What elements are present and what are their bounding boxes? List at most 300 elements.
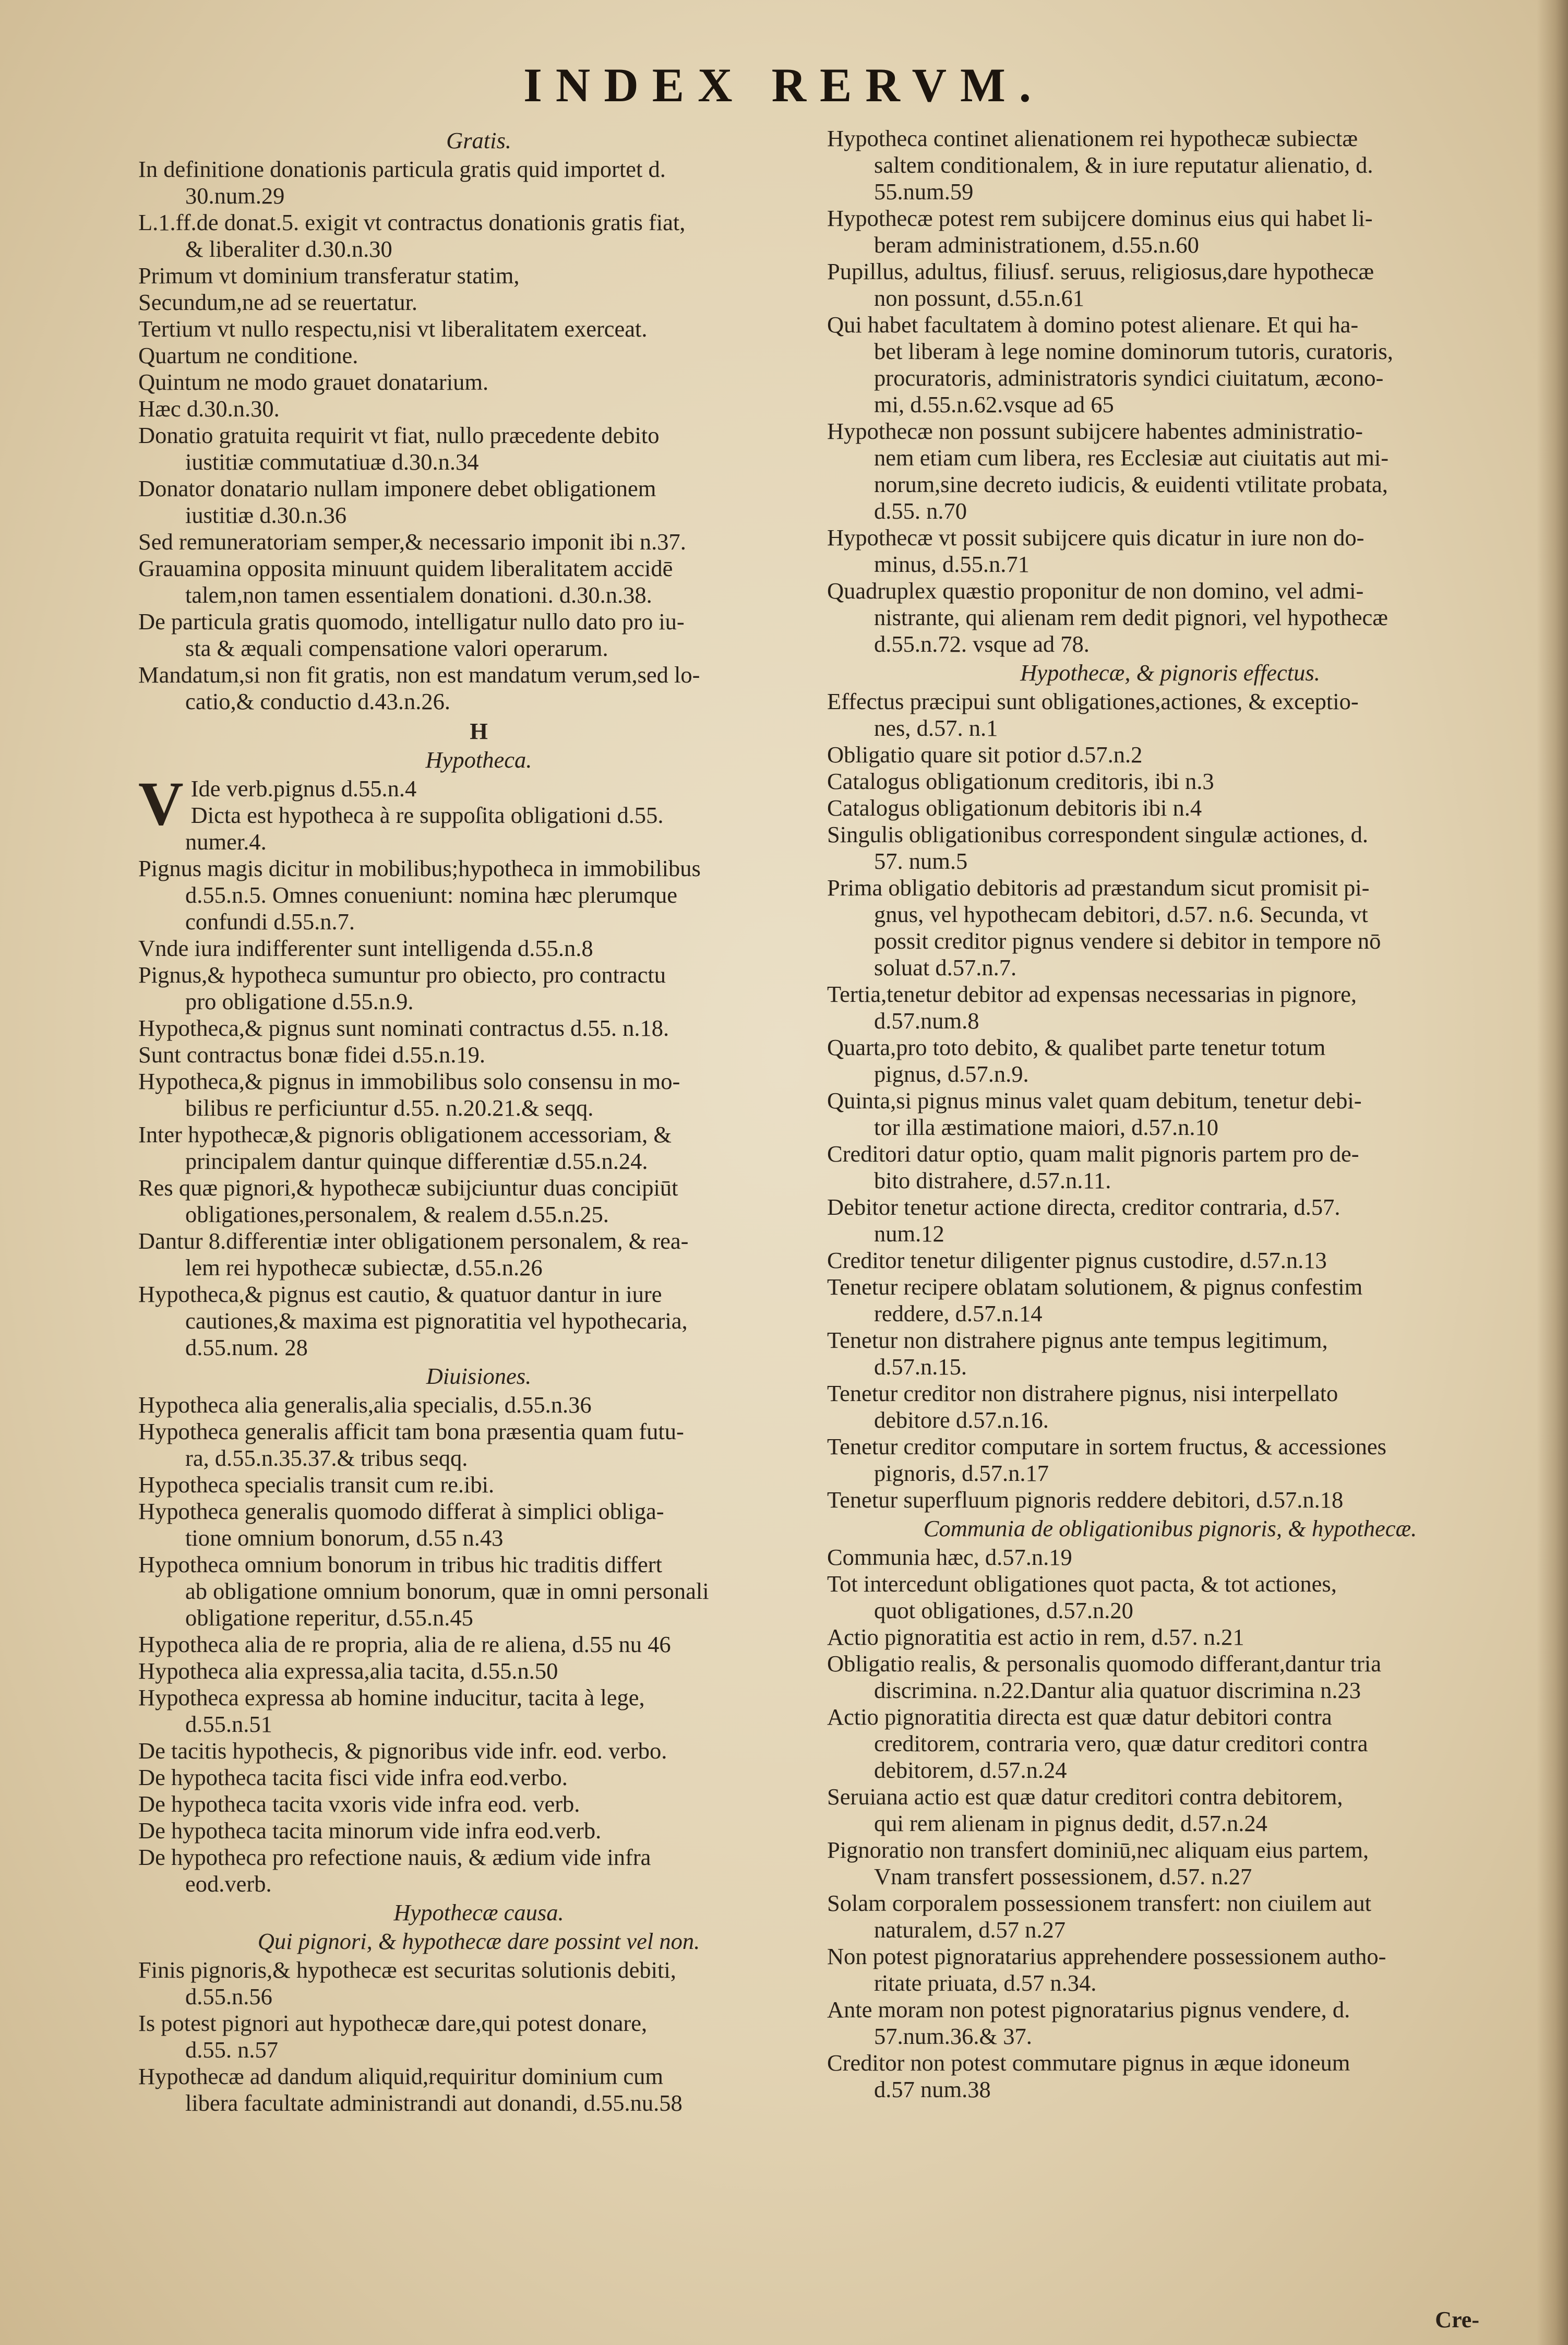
index-entry <box>827 1943 1513 1970</box>
index-entry-continuation <box>138 1871 819 1897</box>
entry-text: principalem dantur quinque differentiæ d.55.n.24. <box>185 1148 648 1174</box>
entry-text: Pignoratio non transfert dominiū,nec aliquam eius partem, <box>827 1837 1369 1863</box>
entry-text: Non potest pignoratarius apprehendere possessionem autho- <box>827 1943 1386 1969</box>
index-entry-continuation <box>138 882 819 908</box>
entry-text: In definitione donationis particula gratis quid importet d. <box>138 156 666 182</box>
section-heading <box>138 1899 819 1926</box>
entry-text: d.57.n.15. <box>874 1354 967 1380</box>
entry-text: bito distrahere, d.57.n.11. <box>874 1167 1111 1193</box>
entry-text: d.57 num.38 <box>874 2076 991 2102</box>
index-entry <box>827 981 1513 1008</box>
entry-text: discrimina. n.22.Dantur alia quatuor discrimina n.23 <box>874 1677 1361 1703</box>
entry-text: obligationes,personalem, & realem d.55.n.25. <box>185 1201 609 1227</box>
index-entry-continuation <box>138 1711 819 1738</box>
index-entry-continuation <box>827 2023 1513 2050</box>
entry-text: Actio pignoratitia directa est quæ datur debitori contra <box>827 1704 1332 1730</box>
entry-text: non possunt, d.55.n.61 <box>874 285 1084 311</box>
entry-text: nes, d.57. n.1 <box>874 715 998 741</box>
entry-text: Hypothecæ ad dandum aliquid,requiritur dominium cum <box>138 2063 664 2089</box>
entry-text: Seruiana actio est quæ datur creditori contra debitorem, <box>827 1784 1343 1810</box>
entry-text: gnus, vel hypothecam debitori, d.57. n.6. Secunda, vt <box>874 901 1368 927</box>
index-entry <box>138 529 819 555</box>
index-entry-continuation <box>827 1300 1513 1327</box>
index-entry <box>138 1015 819 1042</box>
entry-text: Hypotheca alia generalis,alia specialis, d.55.n.36 <box>138 1392 592 1418</box>
index-entry <box>827 1704 1513 1730</box>
entry-text: Hypotheca specialis transit cum re.ibi. <box>138 1471 495 1498</box>
page-header: INDEX RERVM. <box>523 58 1045 112</box>
entry-text: d.55.n.51 <box>185 1711 272 1737</box>
entry-text: Gratis. <box>446 127 511 153</box>
index-entry <box>138 1957 819 1983</box>
index-entry <box>827 418 1513 445</box>
entry-text: Debitor tenetur actione directa, creditor contraria, d.57. <box>827 1194 1340 1220</box>
index-entry-continuation <box>827 1970 1513 1996</box>
index-entry <box>138 209 819 236</box>
index-entry <box>138 962 819 988</box>
index-entry-continuation <box>138 502 819 529</box>
index-entry <box>138 1844 819 1871</box>
entry-text: Hypothecæ non possunt subijcere habentes administratio- <box>827 418 1363 444</box>
entry-text: pro obligatione d.55.n.9. <box>185 988 414 1014</box>
index-entry <box>827 1034 1513 1061</box>
index-entry-continuation <box>138 1605 819 1631</box>
entry-text: mi, d.55.n.62.vsque ad 65 <box>874 391 1114 417</box>
index-entry-continuation <box>827 365 1513 391</box>
entry-text: Ante moram non potest pignoratarius pignus vendere, d. <box>827 1996 1350 2023</box>
entry-text: Qui habet facultatem à domino potest alienare. Et qui ha- <box>827 312 1359 338</box>
index-entry <box>138 1281 819 1308</box>
index-entry-continuation <box>827 1354 1513 1380</box>
index-entry <box>827 1194 1513 1221</box>
index-entry-continuation <box>827 1597 1513 1624</box>
index-entry-continuation <box>827 471 1513 498</box>
index-entry-continuation <box>138 2090 819 2116</box>
entry-text: Tenetur creditor non distrahere pignus, nisi interpellato <box>827 1380 1338 1406</box>
index-entry <box>138 1498 819 1525</box>
index-entry-continuation <box>138 582 819 608</box>
index-entry <box>138 1042 819 1068</box>
index-entry <box>827 1890 1513 1917</box>
index-entry <box>138 1068 819 1095</box>
entry-text: Hypotheca expressa ab homine inducitur, tacita à lege, <box>138 1684 645 1710</box>
entry-text: Communia hæc, d.57.n.19 <box>827 1544 1072 1570</box>
entry-text: d.55.n.5. Omnes conueniunt: nomina hæc plerumque <box>185 882 677 908</box>
index-entry-continuation <box>138 1525 819 1551</box>
section-heading <box>138 747 819 773</box>
entry-text: 30.num.29 <box>185 183 285 209</box>
entry-text: Pignus,& hypotheca sumuntur pro obiecto, pro contractu <box>138 962 666 988</box>
index-entry <box>827 1650 1513 1677</box>
index-entry <box>138 369 819 396</box>
index-entry-continuation <box>827 901 1513 928</box>
entry-text: pignus, d.57.n.9. <box>874 1061 1029 1087</box>
index-entry <box>138 262 819 289</box>
entry-text: Tenetur recipere oblatam solutionem, & pignus confestim <box>827 1274 1363 1300</box>
entry-text: Actio pignoratitia est actio in rem, d.57. n.21 <box>827 1624 1244 1650</box>
entry-text: naturalem, d.57 n.27 <box>874 1917 1066 1943</box>
index-entry-continuation <box>827 848 1513 875</box>
entry-text: Hypothecæ causa. <box>393 1899 564 1925</box>
index-entry <box>827 1087 1513 1114</box>
entry-text: 55.num.59 <box>874 178 974 205</box>
index-entry <box>138 1764 819 1791</box>
entry-text: d.55. n.70 <box>874 498 967 524</box>
index-entry-continuation <box>827 954 1513 981</box>
entry-text: Hypothecæ vt possit subijcere quis dicatur in iure non do- <box>827 524 1364 551</box>
index-entry-continuation <box>138 1578 819 1605</box>
entry-text: Tenetur non distrahere pignus ante tempus legitimum, <box>827 1327 1328 1353</box>
entry-text: Quintum ne modo grauet donatarium. <box>138 369 489 395</box>
index-entry-continuation <box>138 1334 819 1361</box>
index-entry <box>827 1571 1513 1597</box>
entry-text: numer.4. <box>185 829 267 855</box>
entry-text: Hypotheca,& pignus est cautio, & quatuor dantur in iure <box>138 1281 662 1307</box>
entry-text: bilibus re perficiuntur d.55. n.20.21.& seqq. <box>185 1095 594 1121</box>
index-entry <box>827 821 1513 848</box>
index-entry-continuation <box>138 1254 819 1281</box>
index-column-left <box>138 125 819 2116</box>
entry-text: De tacitis hypothecis, & pignoribus vide infr. eod. verbo. <box>138 1738 667 1764</box>
index-entry-continuation <box>827 1757 1513 1784</box>
entry-text: Tenetur creditor computare in sortem fructus, & accessiones <box>827 1433 1386 1459</box>
entry-text: soluat d.57.n.7. <box>874 954 1017 980</box>
entry-text: talem,non tamen essentialem donationi. d.30.n.38. <box>185 582 652 608</box>
index-entry-continuation <box>827 152 1513 178</box>
entry-text: possit creditor pignus vendere si debitor in tempore nō <box>874 928 1381 954</box>
index-entry <box>827 795 1513 821</box>
index-entry-continuation <box>827 1061 1513 1087</box>
entry-text: cautiones,& maxima est pignoratitia vel hypothecaria, <box>185 1308 688 1334</box>
entry-text: sta & æquali compensatione valori operarum. <box>185 635 608 661</box>
entry-text: Sed remuneratoriam semper,& necessario imponit ibi n.37. <box>138 529 686 555</box>
index-entry <box>138 1175 819 1201</box>
index-entry-continuation <box>138 1445 819 1471</box>
index-entry-continuation <box>138 1095 819 1121</box>
index-entry-continuation <box>138 2037 819 2063</box>
entry-text: Hypotheca alia expressa,alia tacita, d.55.n.50 <box>138 1658 558 1684</box>
entry-text: Obligatio realis, & personalis quomodo differant,dantur tria <box>827 1650 1381 1677</box>
index-entry-continuation <box>827 1810 1513 1837</box>
entry-text: Mandatum,si non fit gratis, non est mandatum verum,sed lo- <box>138 662 700 688</box>
entry-text: nem etiam cum libera, res Ecclesiæ aut ciuitatis aut mi- <box>874 445 1389 471</box>
section-heading <box>138 1363 819 1390</box>
entry-text: obligatione reperitur, d.55.n.45 <box>185 1605 473 1631</box>
index-entry <box>827 578 1513 604</box>
entry-text: Hypothecæ potest rem subijcere dominus eius qui habet li- <box>827 205 1373 231</box>
entry-text: libera facultate administrandi aut donandi, d.55.nu.58 <box>185 2090 683 2116</box>
section-heading <box>138 127 819 154</box>
entry-text: Hypotheca. <box>425 747 532 773</box>
entry-text: Donator donatario nullam imponere debet obligationem <box>138 475 656 501</box>
index-entry <box>827 1433 1513 1460</box>
entry-text: pignoris, d.57.n.17 <box>874 1460 1049 1486</box>
index-entry-continuation <box>138 1148 819 1175</box>
entry-text: minus, d.55.n.71 <box>874 551 1030 577</box>
index-entry <box>138 475 819 502</box>
index-entry <box>138 662 819 688</box>
index-entry-continuation <box>827 1917 1513 1943</box>
entry-text: Tertium vt nullo respectu,nisi vt liberalitatem exerceat. <box>138 316 648 342</box>
entry-text: Vnde iura indifferenter sunt intelligenda d.55.n.8 <box>138 935 593 961</box>
index-entry <box>138 289 819 316</box>
index-entry <box>138 422 819 449</box>
entry-text: 57. num.5 <box>874 848 968 874</box>
index-entry-continuation <box>827 232 1513 258</box>
entry-text: Creditor tenetur diligenter pignus custodire, d.57.n.13 <box>827 1247 1327 1273</box>
entry-text: Hæc d.30.n.30. <box>138 396 280 422</box>
entry-text: Inter hypothecæ,& pignoris obligationem accessoriam, & <box>138 1121 672 1147</box>
entry-text: Prima obligatio debitoris ad præstandum sicut promisit pi- <box>827 875 1370 901</box>
index-entry <box>827 1247 1513 1274</box>
entry-text: ra, d.55.n.35.37.& tribus seqq. <box>185 1445 468 1471</box>
entry-text: Primum vt dominium transferatur statim, <box>138 262 520 289</box>
index-entry <box>827 1544 1513 1571</box>
entry-text: Secundum,ne ad se reuertatur. <box>138 289 418 315</box>
index-entry-continuation <box>138 183 819 209</box>
entry-text: Hypotheca alia de re propria, alia de re aliena, d.55 nu 46 <box>138 1631 671 1657</box>
entry-text: ritate priuata, d.57 n.34. <box>874 1970 1097 1996</box>
entry-text: eod.verb. <box>185 1871 272 1897</box>
entry-text: Quinta,si pignus minus valet quam debitum, tenetur debi- <box>827 1087 1362 1114</box>
index-entry <box>827 1141 1513 1167</box>
entry-text: ab obligatione omnium bonorum, quæ in omni personali <box>185 1578 709 1604</box>
index-entry-continuation <box>827 2076 1513 2103</box>
entry-text: Pignus magis dicitur in mobilibus;hypotheca in immobilibus <box>138 855 701 881</box>
index-entry <box>138 1418 819 1445</box>
index-entry <box>827 1327 1513 1354</box>
entry-text: De hypotheca pro refectione nauis, & ædium vide infra <box>138 1844 651 1870</box>
entry-text: Effectus præcipui sunt obligationes,actiones, & exceptio- <box>827 688 1359 714</box>
entry-text: Hypotheca generalis afficit tam bona præsentia quam futu- <box>138 1418 684 1444</box>
entry-text: Tertia,tenetur debitor ad expensas necessarias in pignore, <box>827 981 1357 1007</box>
index-entry <box>827 1274 1513 1300</box>
section-letter <box>138 718 819 745</box>
index-entry-continuation <box>827 498 1513 524</box>
entry-text: & liberaliter d.30.n.30 <box>185 236 392 262</box>
index-entry <box>138 1738 819 1764</box>
entry-text: Qui pignori, & hypothecæ dare possint vel non. <box>257 1928 700 1954</box>
entry-text: Vnam transfert possessionem, d.57. n.27 <box>874 1863 1252 1889</box>
drop-capital: V <box>138 769 184 838</box>
entry-text: nistrante, qui alienam rem dedit pignori, vel hypothecæ <box>874 604 1388 630</box>
index-entry <box>138 396 819 422</box>
index-entry <box>827 205 1513 232</box>
entry-text: Hypotheca continet alienationem rei hypothecæ subiectæ <box>827 125 1358 151</box>
entry-text: L.1.ff.de donat.5. exigit vt contractus donationis gratis fiat, <box>138 209 686 235</box>
index-entry <box>827 1487 1513 1513</box>
index-entry-continuation <box>827 445 1513 471</box>
index-entry <box>138 2010 819 2037</box>
index-entry <box>827 1380 1513 1407</box>
entry-text: Hypotheca,& pignus in immobilibus solo consensu in mo- <box>138 1068 680 1094</box>
entry-text: Pupillus, adultus, filiusf. seruus, religiosus,dare hypothecæ <box>827 258 1374 284</box>
entry-text: De hypotheca tacita fisci vide infra eod.verbo. <box>138 1764 568 1790</box>
entry-text: Hypotheca generalis quomodo differat à simplici obliga- <box>138 1498 664 1524</box>
index-entry-continuation <box>827 1114 1513 1141</box>
index-entry-continuation <box>827 1730 1513 1757</box>
entry-text: Donatio gratuita requirit vt fiat, nullo præcedente debito <box>138 422 660 448</box>
entry-text: Hypotheca,& pignus sunt nominati contractus d.55. n.18. <box>138 1015 669 1041</box>
index-entry <box>138 802 819 829</box>
index-entry <box>138 1791 819 1817</box>
entry-text: Creditori datur optio, quam malit pignoris partem pro de- <box>827 1141 1359 1167</box>
index-entry <box>827 688 1513 715</box>
entry-text: Hypotheca omnium bonorum in tribus hic traditis differt <box>138 1551 662 1577</box>
index-entry-continuation <box>138 908 819 935</box>
index-entry <box>827 1624 1513 1650</box>
index-entry <box>827 1837 1513 1863</box>
entry-text: saltem conditionalem, & in iure reputatur alienatio, d. <box>874 152 1373 178</box>
index-entry-continuation <box>827 1407 1513 1433</box>
index-entry <box>138 156 819 183</box>
entry-text: Quartum ne conditione. <box>138 342 358 368</box>
index-entry <box>138 1392 819 1418</box>
entry-text: debitorem, d.57.n.24 <box>874 1757 1067 1783</box>
entry-text: 57.num.36.& 37. <box>874 2023 1032 2049</box>
index-entry-continuation <box>827 1677 1513 1704</box>
entry-text: Tot intercedunt obligationes quot pacta, & tot actiones, <box>827 1571 1337 1597</box>
catchword: Cre- <box>1435 2307 1479 2332</box>
entry-text: Ide verb.pignus d.55.n.4 <box>190 775 417 801</box>
section-heading <box>827 660 1513 686</box>
index-entry-continuation <box>827 1167 1513 1194</box>
entry-text: reddere, d.57.n.14 <box>874 1300 1043 1326</box>
index-entry-continuation <box>827 631 1513 657</box>
entry-text: confundi d.55.n.7. <box>185 908 355 935</box>
entry-text: Finis pignoris,& hypothecæ est securitas solutionis debiti, <box>138 1957 676 1983</box>
index-entry <box>138 935 819 962</box>
index-entry-continuation <box>138 635 819 662</box>
index-entry <box>827 1784 1513 1810</box>
entry-text: Catalogus obligationum creditoris, ibi n.3 <box>827 768 1214 794</box>
entry-text: lem rei hypothecæ subiectæ, d.55.n.26 <box>185 1254 543 1281</box>
entry-text: tione omnium bonorum, d.55 n.43 <box>185 1525 504 1551</box>
entry-text: Quadruplex quæstio proponitur de non domino, vel admi- <box>827 578 1364 604</box>
entry-text: norum,sine decreto iudicis, & euidenti vtilitate probata, <box>874 471 1388 497</box>
entry-text: d.55.num. 28 <box>185 1334 308 1360</box>
index-entry-continuation <box>827 715 1513 741</box>
index-entry <box>827 524 1513 551</box>
section-heading <box>138 1928 819 1955</box>
entry-text: De hypotheca tacita minorum vide infra eod.verb. <box>138 1817 602 1844</box>
entry-text: d.57.num.8 <box>874 1008 979 1034</box>
index-entry <box>827 312 1513 338</box>
index-entry <box>827 2050 1513 2076</box>
entry-text: Tenetur superfluum pignoris reddere debitori, d.57.n.18 <box>827 1487 1344 1513</box>
entry-text: iustitiæ d.30.n.36 <box>185 502 347 528</box>
index-entry-continuation <box>827 338 1513 365</box>
index-entry-continuation <box>138 688 819 715</box>
index-entry <box>138 342 819 369</box>
index-entry <box>138 1658 819 1684</box>
index-entry <box>827 741 1513 768</box>
page-binding-shadow <box>1537 0 1568 2345</box>
entry-text: Sunt contractus bonæ fidei d.55.n.19. <box>138 1042 485 1068</box>
entry-text: catio,& conductio d.43.n.26. <box>185 688 450 714</box>
entry-text: Dantur 8.differentiæ inter obligationem personalem, & rea- <box>138 1228 689 1254</box>
entry-text: Is potest pignori aut hypothecæ dare,qui potest donare, <box>138 2010 648 2036</box>
entry-text: H <box>470 718 488 744</box>
index-entry <box>138 316 819 342</box>
index-entry <box>138 1228 819 1254</box>
entry-text: Hypothecæ, & pignoris effectus. <box>1020 660 1320 686</box>
index-entry <box>138 1631 819 1658</box>
section-heading <box>827 1515 1513 1542</box>
entry-text: Catalogus obligationum debitoris ibi n.4 <box>827 795 1202 821</box>
entry-text: num.12 <box>874 1221 944 1247</box>
index-entry-continuation <box>138 1201 819 1228</box>
entry-text: De hypotheca tacita vxoris vide infra eod. verb. <box>138 1791 580 1817</box>
entry-text: Diuisiones. <box>426 1363 532 1389</box>
index-entry-continuation <box>827 285 1513 312</box>
index-entry <box>138 555 819 582</box>
index-entry <box>138 1121 819 1148</box>
index-entry-continuation <box>827 1221 1513 1247</box>
entry-text: De particula gratis quomodo, intelligatur nullo dato pro iu- <box>138 608 685 635</box>
index-entry <box>138 855 819 882</box>
index-entry <box>827 768 1513 795</box>
index-entry-continuation <box>827 178 1513 205</box>
index-entry-continuation <box>138 449 819 475</box>
entry-text: d.55.n.72. vsque ad 78. <box>874 631 1090 657</box>
index-entry-continuation <box>827 1008 1513 1034</box>
entry-text: d.55. n.57 <box>185 2037 278 2063</box>
index-entry-continuation <box>138 1308 819 1334</box>
entry-text: Solam corporalem possessionem transfert: non ciuilem aut <box>827 1890 1372 1916</box>
entry-text: beram administrationem, d.55.n.60 <box>874 232 1199 258</box>
index-entry-continuation <box>138 236 819 262</box>
index-entry-continuation <box>827 551 1513 578</box>
index-entry <box>827 1996 1513 2023</box>
entry-text: Communia de obligationibus pignoris, & hypothecæ. <box>923 1515 1417 1541</box>
index-entry-continuation <box>827 1863 1513 1890</box>
index-entry <box>138 1551 819 1578</box>
index-entry <box>138 1471 819 1498</box>
index-entry <box>827 258 1513 285</box>
index-entry-continuation <box>138 1983 819 2010</box>
entry-text: Singulis obligationibus correspondent singulæ actiones, d. <box>827 821 1369 847</box>
entry-text: bet liberam à lege nomine dominorum tutoris, curatoris, <box>874 338 1393 364</box>
index-entry-continuation <box>138 988 819 1015</box>
entry-text: Res quæ pignori,& hypothecæ subijciuntur duas concipiūt <box>138 1175 678 1201</box>
entry-text: tor illa æstimatione maiori, d.57.n.10 <box>874 1114 1219 1140</box>
entry-text: qui rem alienam in pignus dedit, d.57.n.24 <box>874 1810 1267 1836</box>
entry-text: Quarta,pro toto debito, & qualibet parte tenetur totum <box>827 1034 1326 1060</box>
index-entry-continuation <box>827 928 1513 954</box>
entry-text: Obligatio quare sit potior d.57.n.2 <box>827 741 1143 768</box>
index-entry-continuation <box>827 391 1513 418</box>
index-entry <box>138 1684 819 1711</box>
entry-text: Grauamina opposita minuunt quidem liberalitatem accidē <box>138 555 673 581</box>
entry-text: debitore d.57.n.16. <box>874 1407 1049 1433</box>
index-entry-continuation <box>827 604 1513 631</box>
index-entry <box>138 1817 819 1844</box>
entry-text: procuratoris, administratoris syndici ciuitatum, æcono- <box>874 365 1384 391</box>
entry-text: Dicta est hypotheca à re suppoſita obligationi d.55. <box>190 802 664 828</box>
entry-text: creditorem, contraria vero, quæ datur creditori contra <box>874 1730 1368 1756</box>
index-entry <box>827 875 1513 901</box>
entry-text: quot obligationes, d.57.n.20 <box>874 1597 1133 1623</box>
entry-text: Creditor non potest commutare pignus in æque idoneum <box>827 2050 1350 2076</box>
index-column-right <box>827 125 1513 2103</box>
index-entry <box>138 608 819 635</box>
entry-text: d.55.n.56 <box>185 1983 272 2009</box>
index-entry <box>138 2063 819 2090</box>
index-entry-continuation <box>138 829 819 855</box>
index-entry-continuation <box>827 1460 1513 1487</box>
entry-text: iustitiæ commutatiuæ d.30.n.34 <box>185 449 479 475</box>
